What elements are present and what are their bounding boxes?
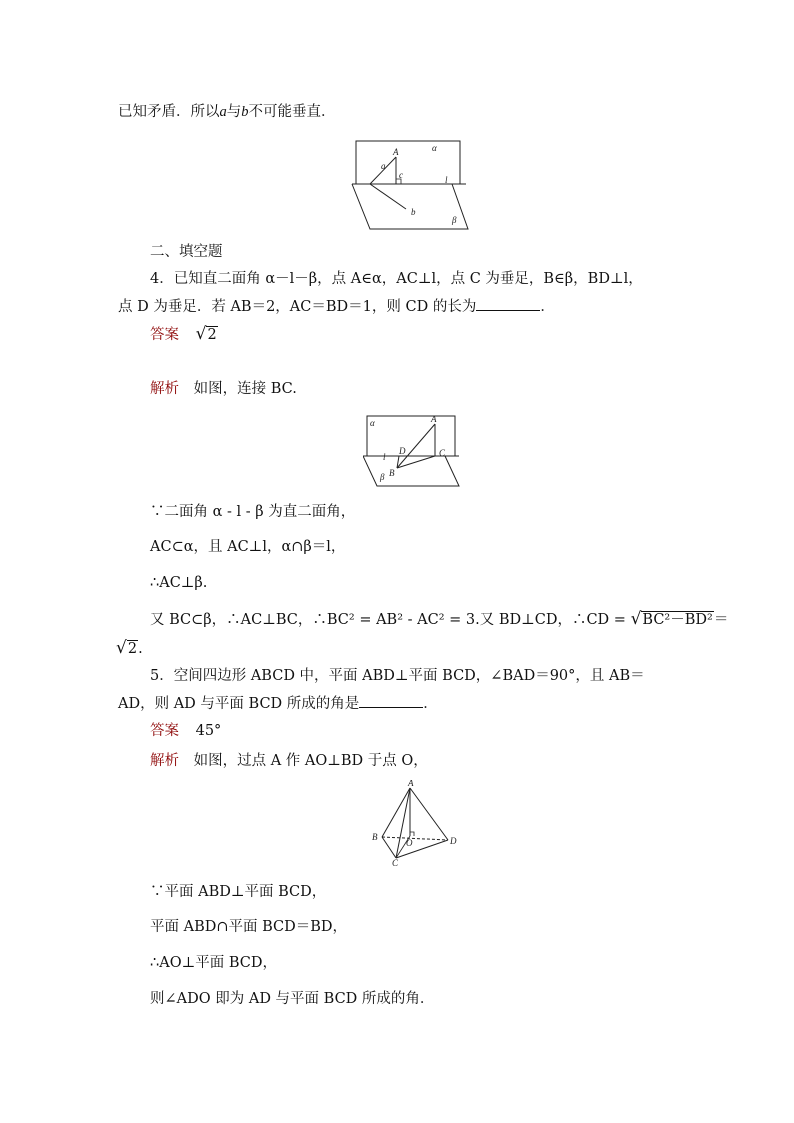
analysis-line	[150, 751, 428, 771]
text-segment: ＝	[713, 612, 729, 628]
sqrt-expression: √2	[116, 638, 138, 658]
solution-line: ∵平面 ABD⊥平面 BCD，	[150, 884, 327, 900]
question-5-line-2	[118, 693, 438, 714]
label-beta: β	[380, 472, 385, 482]
answer-line	[150, 324, 218, 345]
label-C: C	[439, 448, 446, 458]
text-segment: 已知矛盾．所以	[118, 104, 220, 120]
label-b: b	[411, 207, 416, 217]
solution-line: ∴AC⊥β.	[150, 575, 208, 591]
answer-label: 答案	[150, 723, 179, 739]
figure-planes-ab	[348, 137, 472, 233]
section-heading: 二、填空题	[150, 244, 223, 260]
sqrt-expression: √BC²－BD²	[630, 609, 713, 629]
variable-b: b	[241, 104, 249, 120]
analysis-label: 解析	[150, 753, 179, 769]
label-O: O	[406, 838, 413, 848]
text-segment: ．	[540, 299, 555, 315]
analysis-text: 如图，过点 A 作 AO⊥BD 于点 O，	[193, 753, 428, 769]
text-segment: 点 D 为垂足．若 AB＝2，AC＝BD＝1，则 CD 的长为	[118, 299, 477, 315]
label-alpha: α	[432, 143, 437, 153]
label-C: C	[392, 858, 399, 868]
answer-value: 2	[207, 327, 217, 343]
solution-line: AC⊂α，且 AC⊥l，α∩β＝l，	[150, 539, 346, 555]
text-segment: AD，则 AD 与平面 BCD 所成的角是	[118, 696, 360, 712]
label-A: A	[408, 780, 414, 788]
solution-line: 平面 ABD∩平面 BCD＝BD，	[150, 919, 348, 935]
figure-tetrahedron	[368, 780, 460, 868]
label-a: a	[381, 161, 386, 171]
analysis-label: 解析	[150, 381, 179, 397]
solution-line	[150, 609, 728, 630]
text-line	[118, 102, 336, 122]
answer-label: 答案	[150, 327, 179, 343]
question-5-line-1: 5．空间四边形 ABCD 中，平面 ABD⊥平面 BCD，∠BAD＝90°，且 AB＝	[150, 668, 645, 684]
text-segment: 不可能垂直．	[248, 104, 336, 120]
label-A: A	[393, 147, 399, 157]
label-l: l	[445, 175, 448, 185]
label-l: l	[383, 452, 386, 462]
answer-blank	[359, 693, 423, 708]
answer-value: 45°	[195, 723, 222, 739]
answer-line	[150, 721, 221, 741]
text-segment: 又 BC⊂β，∴AC⊥BC，∴BC² = AB² - AC² = 3.又 BD⊥CD，∴CD =	[150, 612, 626, 628]
label-B: B	[389, 468, 395, 478]
question-4-line-2	[118, 296, 555, 317]
analysis-text: 如图，连接 BC.	[193, 381, 297, 397]
label-D: D	[399, 446, 406, 456]
answer-blank	[476, 296, 540, 311]
label-alpha: α	[370, 418, 375, 428]
radicand: 2	[127, 641, 138, 657]
sqrt-expression: √2	[195, 324, 217, 344]
label-beta: β	[452, 215, 457, 225]
label-B: B	[372, 832, 378, 842]
label-c: c	[399, 170, 403, 180]
variable-a: a	[219, 104, 227, 120]
radicand: BC²－BD²	[642, 612, 713, 628]
label-D: D	[450, 836, 457, 846]
solution-line: ∴AO⊥平面 BCD，	[150, 955, 277, 971]
label-A: A	[431, 414, 437, 424]
question-4-line-1: 4．已知直二面角 α－l－β，点 A∈α，AC⊥l，点 C 为垂足，B∈β，BD⊥l，	[150, 271, 643, 287]
text-segment: .	[138, 641, 143, 657]
solution-line: ∵二面角 α - l - β 为直二面角，	[150, 504, 356, 520]
text-segment: 与	[226, 104, 242, 120]
analysis-line	[150, 379, 297, 399]
solution-line	[116, 638, 143, 659]
solution-line: 则∠ADO 即为 AD 与平面 BCD 所成的角．	[150, 991, 435, 1007]
text-segment: ．	[423, 696, 438, 712]
figure-dihedral	[363, 410, 463, 490]
